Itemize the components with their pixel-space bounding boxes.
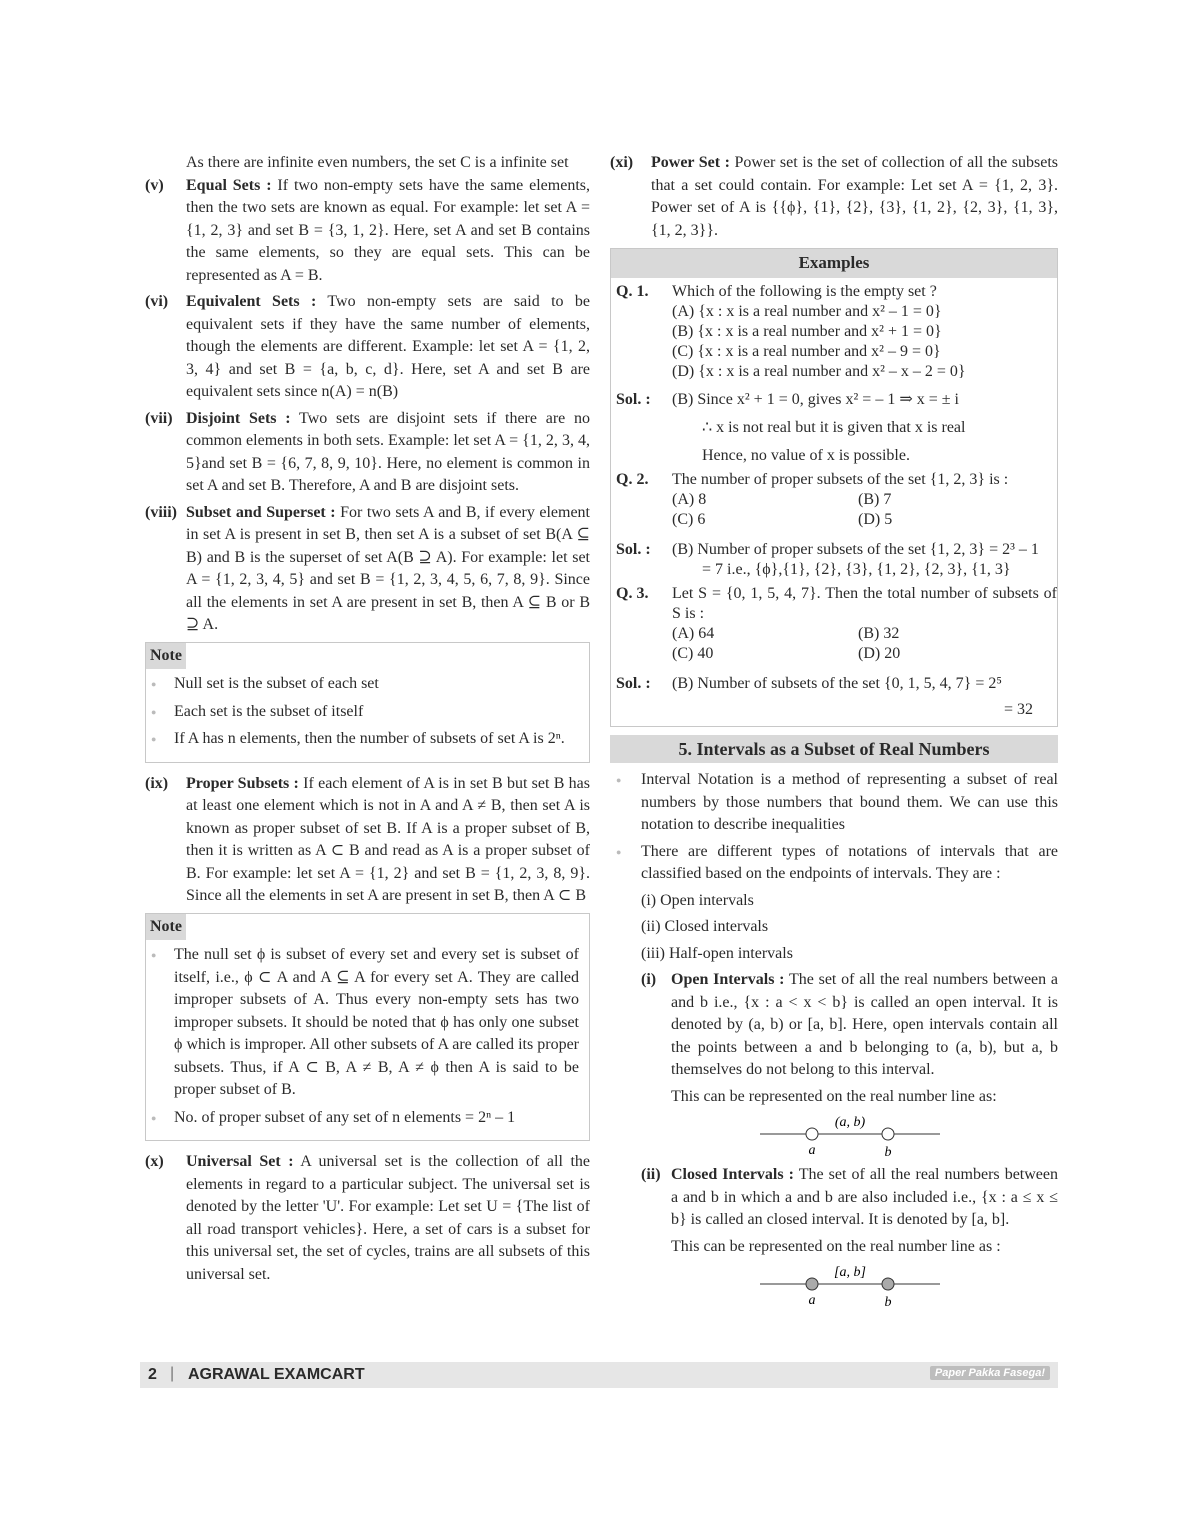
bullet-text: ● There are different types of notations of intervals that are classified based on the endpoints of intervals. They are : [610, 841, 1058, 886]
question-text: Let S = {0, 1, 5, 4, 7}. Then the total number of subsets of S is : [672, 584, 1057, 622]
option: (D) 5 [858, 510, 893, 528]
solution-line: (B) Since x² + 1 = 0, gives x² = – 1 ⇒ x = ± i [672, 390, 959, 408]
right-column [610, 152, 1058, 1314]
item-text: Two sets are disjoint sets if there are no common elements in both sets. Example: let set A = {1, 2, 3, 4, 5}and set B = {6, 7, 8, 9, 10}. Here, no element is common in set A and set B. Therefore, A and B are disjoint sets. [186, 409, 590, 494]
item-text: The set of all the real numbers between a and b in which a and b are also included i.e., {x : a ≤ x ≤ b} is called an closed interval. It is denoted by [a, b]. [671, 1166, 1058, 1228]
closed-endpoint-a [806, 1278, 818, 1290]
question-label: Q. 2. [616, 470, 649, 488]
solution-3 [611, 674, 1057, 720]
footer-divider: | [170, 1365, 175, 1382]
open-endpoint-a [806, 1128, 818, 1140]
item-text: A universal set is the collection of all the elements in regard to a particular subject. The universal set is denoted by the letter 'U'. For example: Let set U = {The list of all road transport vehicles}. Here, a set of cars is a subset for this universal set, the set of cycles, trains are all subsets of this universal set. [186, 1153, 590, 1283]
item-heading: Disjoint Sets : [186, 409, 291, 427]
item-text: For two sets A and B, if every element in set A is present in set B, then set A is a subset of set B(A ⊆ B) and B is the superset of set A(B ⊇ A). For example: let set A = {1, 2, 3, 4, 5} and set B = {1, 2, 3, 4, 5, 6, 7, 8, 9}. Since all the elements in set A are present in set B, then A ⊆ B or B ⊇ A. [186, 503, 591, 633]
item-heading: Power Set : [651, 154, 730, 171]
option: (A) {x : x is a real number and x² – 1 = 0} [672, 302, 942, 320]
bullet-text: ● Interval Notation is a method of representing a subset of real numbers by those numbers that bound them. We can use this notation to describe inequalities [610, 769, 1058, 837]
note-item: ● The null set ϕ is subset of every set and every set is subset of itself, i.e., ϕ ⊂ A and A ⊆ A for every set A. They are called improper subsets of A. Thus every non-empty sets has two improper subsets. It should be noted that ϕ has only one subset ϕ which is improper. All other subsets of A are called its proper subsets. Thus, if A ⊂ B, A ≠ B, A ≠ ϕ then A is said to be proper subset of B. [146, 944, 589, 1107]
left-column [145, 152, 590, 1290]
page-number: 2 [148, 1366, 157, 1383]
representation-text: This can be represented on the real number line as : [671, 1237, 1001, 1255]
item-number: (x) [145, 1153, 164, 1170]
item-number: (v) [145, 176, 164, 194]
examples-box [610, 248, 1058, 727]
closed-interval-number-line [750, 1264, 950, 1310]
endpoint-label-b: b [884, 1145, 891, 1160]
solution-label: Sol. : [616, 540, 651, 558]
option: (C) 6 [672, 510, 706, 528]
section-title: 5. Intervals as a Subset of Real Numbers [610, 735, 1058, 764]
item-text: Power set is the set of collection of all the subsets that a set could contain. For example: Let set A = {1, 2, 3}. Power set of A is {{ϕ}, {1}, {2}, {3}, {1, 2}, {2, 3}, {1, 3}, {1, 2, 3}}. [651, 154, 1058, 239]
item-heading: Closed Intervals : [671, 1166, 794, 1183]
question-text: Which of the following is the empty set ? [672, 282, 937, 300]
item-heading: Proper Subsets : [186, 774, 299, 792]
solution-line: = 7 i.e., {ϕ},{1}, {2}, {3}, {1, 2}, {2, 3}, {1, 3} [702, 560, 1011, 578]
solution-line: ∴ x is not real but it is given that x is real [702, 418, 966, 436]
item-heading: Equivalent Sets : [186, 293, 317, 310]
interval-label: [a, b] [833, 1265, 866, 1280]
option: (C) 40 [672, 644, 714, 662]
subset-superset [145, 502, 590, 637]
item-number: (ix) [145, 774, 169, 792]
item-number: (vii) [145, 409, 173, 427]
option: (D) 20 [858, 644, 901, 662]
endpoint-label-a: a [808, 1143, 815, 1158]
note-box-1 [145, 642, 590, 763]
item-text: Two non-empty sets are said to be equivalent sets if they have the same number of elements, though the elements are different. Example: let set A = {1, 2, 3, 4} and set B = {a, b, c, d}. Here, set A and set B are equivalent sets since n(A) = n(B) [186, 293, 590, 400]
question-3 [611, 584, 1057, 664]
question-label: Q. 3. [616, 584, 649, 602]
closed-intervals [641, 1164, 1058, 1232]
item-number: (xi) [610, 154, 634, 171]
equivalent-sets [145, 291, 590, 404]
page-footer [140, 1362, 1058, 1388]
solution-line: = 32 [1003, 700, 1033, 718]
note-title: Note [146, 914, 186, 941]
item-heading: Open Intervals : [671, 971, 785, 988]
solution-label: Sol. : [616, 674, 651, 692]
equal-sets [145, 175, 590, 288]
solution-1 [611, 390, 1057, 466]
note-title: Note [146, 643, 186, 670]
interval-label: (a, b) [834, 1115, 865, 1130]
open-interval-number-line [750, 1114, 950, 1160]
solution-2 [611, 540, 1057, 580]
intro-text: As there are infinite even numbers, the set C is a infinite set [186, 154, 569, 171]
solution-line: (B) Number of proper subsets of the set {1, 2, 3} = 2³ – 1 [672, 540, 1039, 558]
item-number: (viii) [145, 503, 177, 521]
note-item: ● Null set is the subset of each set [146, 673, 589, 701]
proper-subsets [145, 773, 590, 908]
option: (B) {x : x is a real number and x² + 1 = 0} [672, 322, 942, 340]
power-set [610, 152, 1058, 242]
item-number: (vi) [145, 293, 169, 310]
open-intervals-block [610, 969, 1058, 1310]
item-text: The set of all the real numbers between a and b i.e., {x : a < x < b} is called an open interval. It is denoted by (a, b) or [a, b]. Here, open intervals contain all the points between a and b belonging to (a, b), but a, b themselves do not belong to this interval. [671, 971, 1059, 1078]
question-1 [611, 282, 1057, 382]
representation-text: This can be represented on the real number line as: [671, 1087, 997, 1105]
note-item: ● Each set is the subset of itself [146, 701, 589, 729]
solution-label: Sol. : [616, 390, 651, 408]
examples-title: Examples [611, 249, 1057, 278]
option: (A) 64 [672, 624, 715, 642]
brand-name: AGRAWAL EXAMCART [188, 1366, 365, 1383]
option: (B) 32 [858, 624, 900, 642]
option: (C) {x : x is a real number and x² – 9 = 0} [672, 342, 941, 360]
question-2 [611, 470, 1057, 530]
endpoint-label-a: a [808, 1293, 815, 1308]
note-box-2 [145, 913, 590, 1142]
item-number: (ii) [641, 1166, 661, 1183]
disjoint-sets [145, 408, 590, 498]
open-endpoint-b [882, 1128, 894, 1140]
open-intervals [641, 969, 1058, 1082]
interval-type: (i) Open intervals [641, 891, 754, 909]
universal-set [145, 1151, 590, 1286]
interval-type: (iii) Half-open intervals [641, 944, 793, 962]
item-heading: Subset and Superset : [186, 503, 336, 521]
option: (B) 7 [858, 490, 892, 508]
endpoint-label-b: b [884, 1295, 891, 1310]
item-number: (i) [641, 971, 657, 988]
item-heading: Equal Sets : [186, 176, 272, 194]
brand-tagline: Paper Pakka Fasega! [930, 1366, 1050, 1380]
item-heading: Universal Set : [186, 1153, 294, 1170]
solution-line: (B) Number of subsets of the set {0, 1, 5, 4, 7} = 2⁵ [672, 674, 1002, 692]
question-text: The number of proper subsets of the set {1, 2, 3} is : [672, 470, 1009, 488]
note-item: ● If A has n elements, then the number of subsets of set A is 2ⁿ. [146, 728, 589, 756]
closed-endpoint-b [882, 1278, 894, 1290]
item-text: If two non-empty sets have the same elements, then the two sets are known as equal. For example: let set A = {1, 2, 3} and set B = {3, 1, 2}. Here, set A and set B contains the same elements, so they are equal sets. This can be represented as A = B. [186, 176, 591, 284]
option: (A) 8 [672, 490, 707, 508]
interval-type: (ii) Closed intervals [641, 918, 769, 935]
option: (D) {x : x is a real number and x² – x – 2 = 0} [672, 362, 966, 380]
item-text: If each element of A is in set B but set B has at least one element which is not in A and A ≠ B, then set A is known as proper subset of set B. If A is a proper subset of B, then it is written as A ⊂ B and read as A is a proper subset of B. For example: let set A = {1, 2} and set B = {1, 2, 3, 8, 9}. Since all the elements in set A are present in set B, then A ⊂ B [186, 774, 591, 904]
solution-line: Hence, no value of x is possible. [702, 446, 910, 464]
question-label: Q. 1. [616, 282, 649, 300]
note-item: ● No. of proper subset of any set of n elements = 2ⁿ – 1 [146, 1107, 589, 1135]
